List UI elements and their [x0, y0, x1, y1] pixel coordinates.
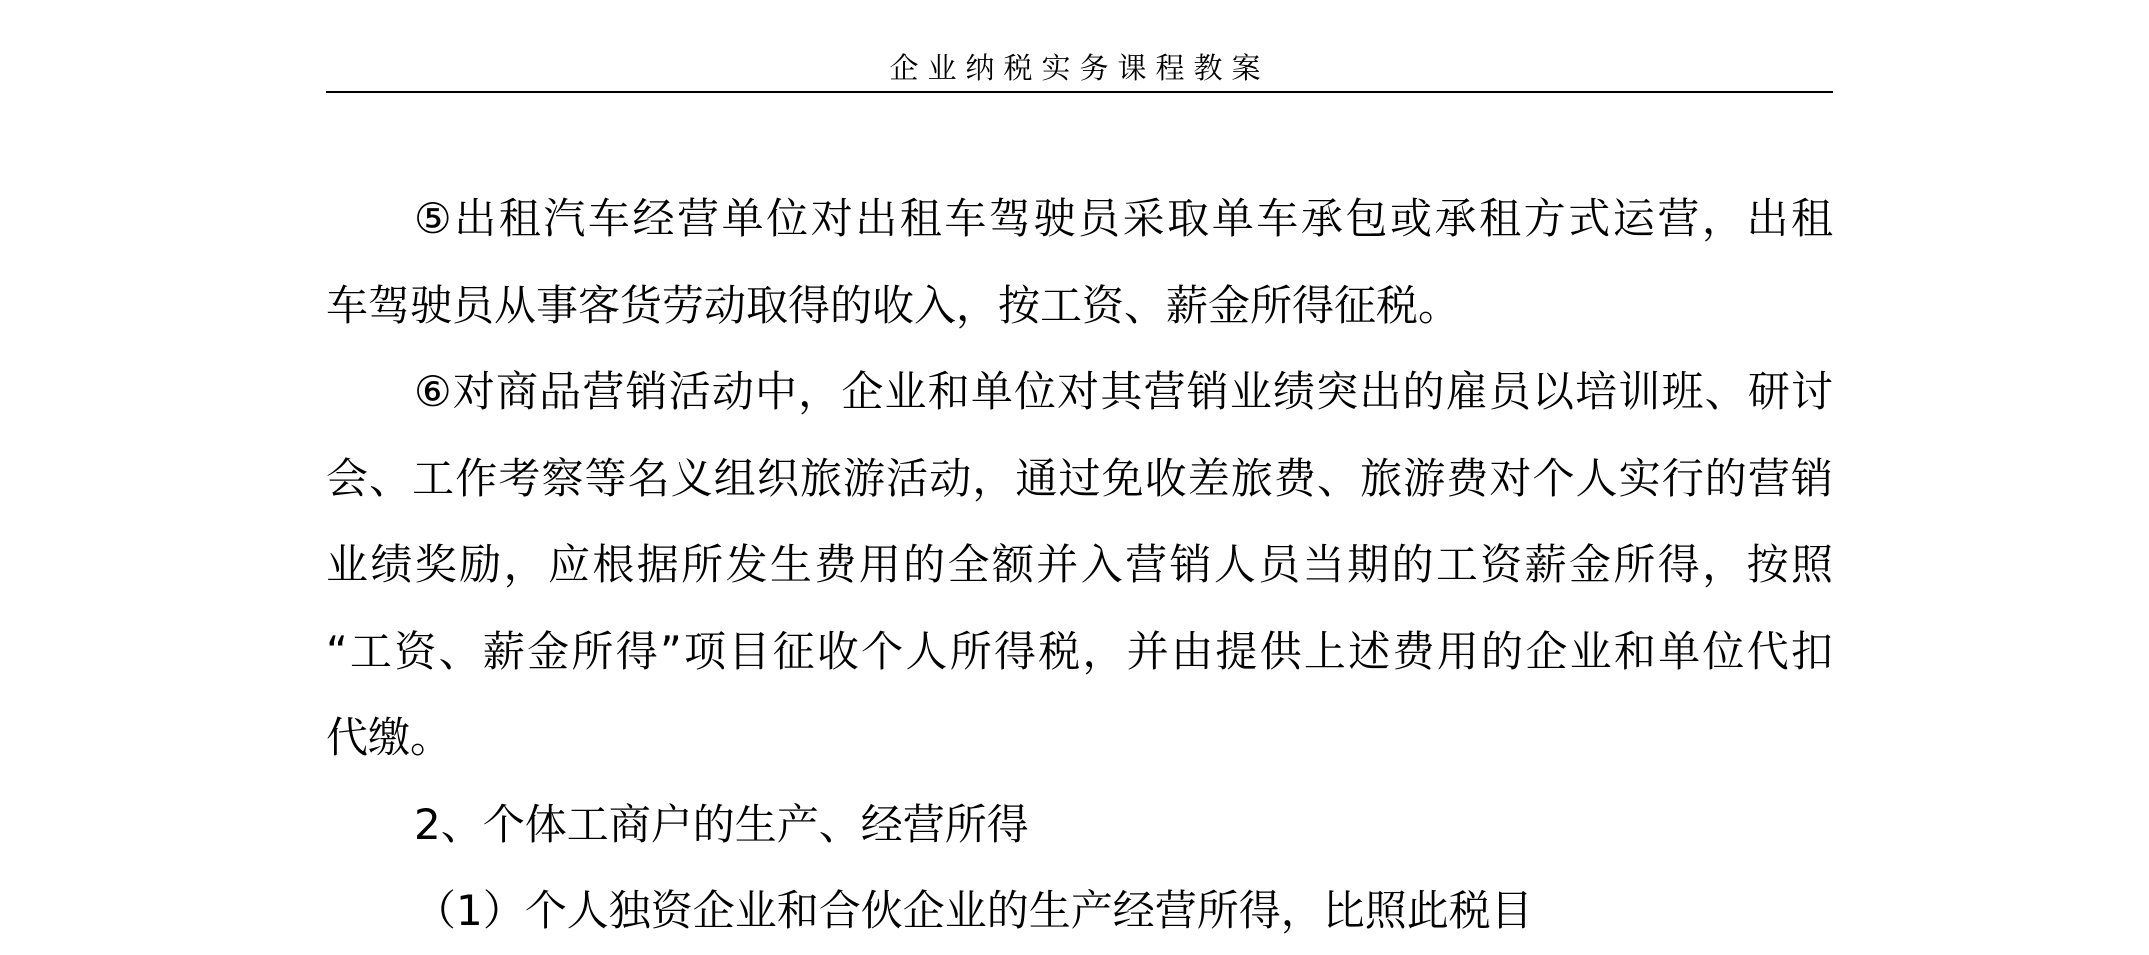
paragraph-item-1: （1）个人独资企业和合伙企业的生产经营所得，比照此税目 [414, 886, 1533, 935]
document-body [326, 176, 1833, 955]
section-heading: 2、个体工商户的生产、经营所得 [414, 799, 1029, 849]
paragraph-line: 业绩奖励，应根据所发生费用的全额并入营销人员当期的工资薪金所得，按照 [326, 540, 1833, 589]
paragraph-line: 会、工作考察等名义组织旅游活动，通过免收差旅费、旅游费对个人实行的营销 [326, 453, 1833, 503]
page-header-title: 企业纳税实务课程教案 [889, 51, 1270, 85]
paragraph-line: 代缴。 [326, 713, 453, 762]
paragraph-line: ⑤出租汽车经营单位对出租车驾驶员采取单车承包或承租方式运营，出租 [414, 194, 1833, 243]
paragraph-item-6 [326, 349, 1833, 782]
paragraph-line: “工资、薪金所得”项目征收个人所得税，并由提供上述费用的企业和单位代扣 [326, 626, 1833, 676]
header-divider [326, 91, 1833, 93]
paragraph-line: 车驾驶员从事客货劳动取得的收入，按工资、薪金所得征税。 [326, 280, 1461, 330]
paragraph-item-5 [326, 176, 1833, 349]
paragraph-line: ⑥对商品营销活动中，企业和单位对其营销业绩突出的雇员以培训班、研讨 [414, 367, 1833, 416]
